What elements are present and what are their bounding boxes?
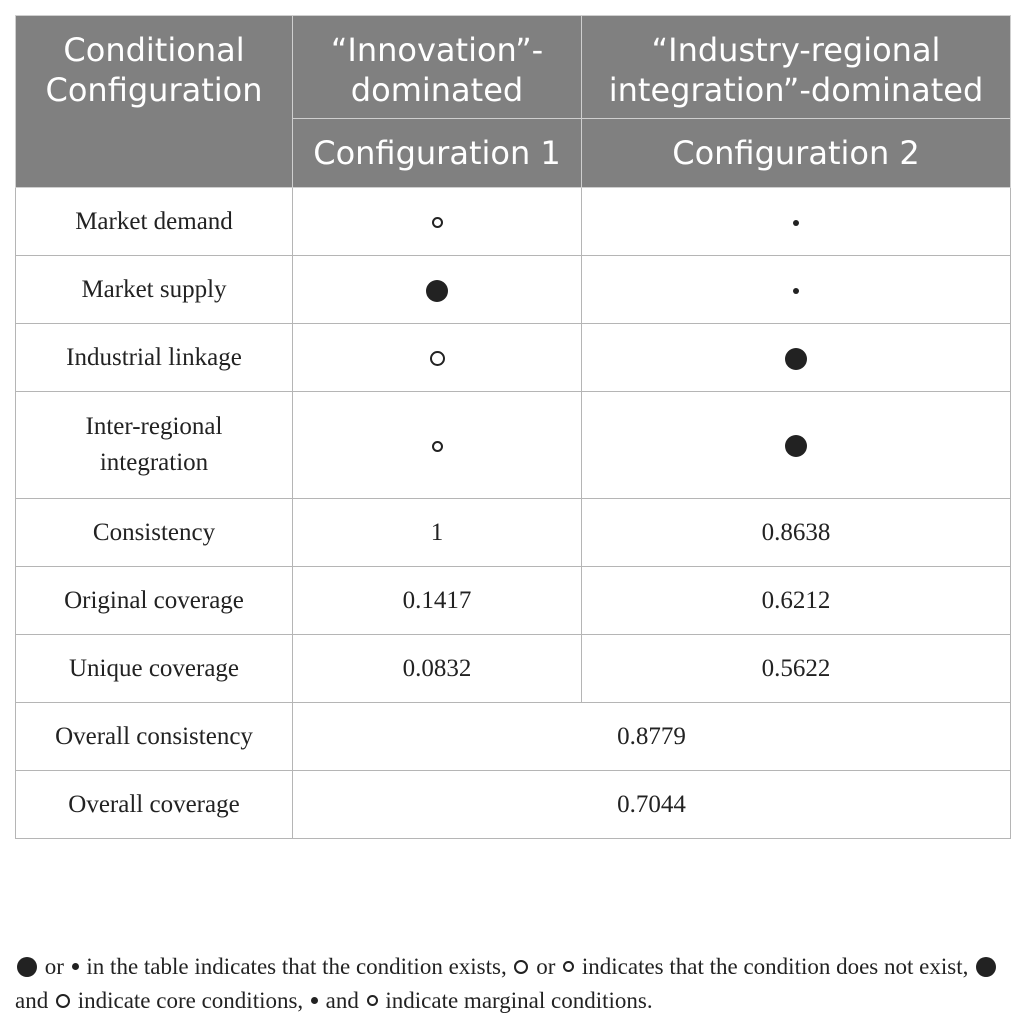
large-hollow-circle-icon: [430, 351, 445, 366]
small-filled-circle-icon: [793, 288, 799, 294]
cell-config-1: [293, 392, 582, 499]
header-configuration-1: Configuration 1: [293, 119, 582, 188]
cell-overall-value: 0.8779: [293, 703, 1011, 771]
header-row-groups: [16, 16, 1011, 119]
cell-config-2: [582, 392, 1011, 499]
table-footnote: [15, 950, 1015, 1018]
cell-config-1: [293, 324, 582, 392]
large-filled-circle-icon: [426, 280, 448, 302]
row-label: Industrial linkage: [16, 324, 293, 392]
cell-config-2: 0.8638: [582, 499, 1011, 567]
small-filled-circle-icon: [311, 997, 318, 1004]
row-label: Overall coverage: [16, 771, 293, 839]
small-hollow-circle-icon: [432, 441, 443, 452]
small-hollow-circle-icon: [432, 217, 443, 228]
cell-config-2: 0.6212: [582, 567, 1011, 635]
note-text: indicate core conditions,: [77, 988, 304, 1013]
row-industrial-linkage: [16, 324, 1011, 392]
row-original-coverage: [16, 567, 1011, 635]
large-filled-circle-icon: [976, 957, 996, 977]
cell-config-2: [582, 324, 1011, 392]
header-innovation-dominated: “Innovation”-dominated: [293, 16, 582, 119]
large-hollow-circle-icon: [56, 994, 70, 1008]
row-label: Overall consistency: [16, 703, 293, 771]
row-label: Consistency: [16, 499, 293, 567]
row-inter-regional-integration: [16, 392, 1011, 499]
row-label: Market supply: [16, 256, 293, 324]
row-overall-coverage: [16, 771, 1011, 839]
small-filled-circle-icon: [72, 963, 79, 970]
results-table-container: [15, 15, 1010, 839]
cell-overall-value: 0.7044: [293, 771, 1011, 839]
small-hollow-circle-icon: [367, 995, 378, 1006]
cell-config-2: 0.5622: [582, 635, 1011, 703]
small-hollow-circle-icon: [563, 961, 574, 972]
note-text: and: [15, 988, 49, 1013]
note-text: indicate marginal conditions.: [385, 988, 653, 1013]
note-text: indicates that the condition does not exist,: [581, 954, 969, 979]
cell-config-1: [293, 256, 582, 324]
note-text: in the table indicates that the condition exists,: [86, 954, 507, 979]
note-text: or: [44, 954, 64, 979]
configuration-table: [15, 15, 1011, 839]
row-label: [16, 392, 293, 499]
row-consistency: [16, 499, 1011, 567]
small-filled-circle-icon: [793, 220, 799, 226]
row-label: Unique coverage: [16, 635, 293, 703]
row-market-demand: [16, 188, 1011, 256]
row-market-supply: [16, 256, 1011, 324]
large-filled-circle-icon: [17, 957, 37, 977]
row-label-text: Inter-regional integration: [85, 413, 223, 476]
cell-config-2: [582, 256, 1011, 324]
cell-config-1: [293, 188, 582, 256]
large-filled-circle-icon: [785, 435, 807, 457]
header-configuration-2: Configuration 2: [582, 119, 1011, 188]
header-conditional-configuration: Conditional Configuration: [16, 16, 293, 188]
large-filled-circle-icon: [785, 348, 807, 370]
cell-config-1: 1: [293, 499, 582, 567]
cell-config-1: 0.0832: [293, 635, 582, 703]
note-text: and: [325, 988, 359, 1013]
row-overall-consistency: [16, 703, 1011, 771]
row-label: Market demand: [16, 188, 293, 256]
cell-config-2: [582, 188, 1011, 256]
note-text: or: [536, 954, 556, 979]
header-industry-regional-integration-dominated: “Industry-regional integration”-dominated: [582, 16, 1011, 119]
row-unique-coverage: [16, 635, 1011, 703]
row-label: Original coverage: [16, 567, 293, 635]
large-hollow-circle-icon: [514, 960, 528, 974]
cell-config-1: 0.1417: [293, 567, 582, 635]
